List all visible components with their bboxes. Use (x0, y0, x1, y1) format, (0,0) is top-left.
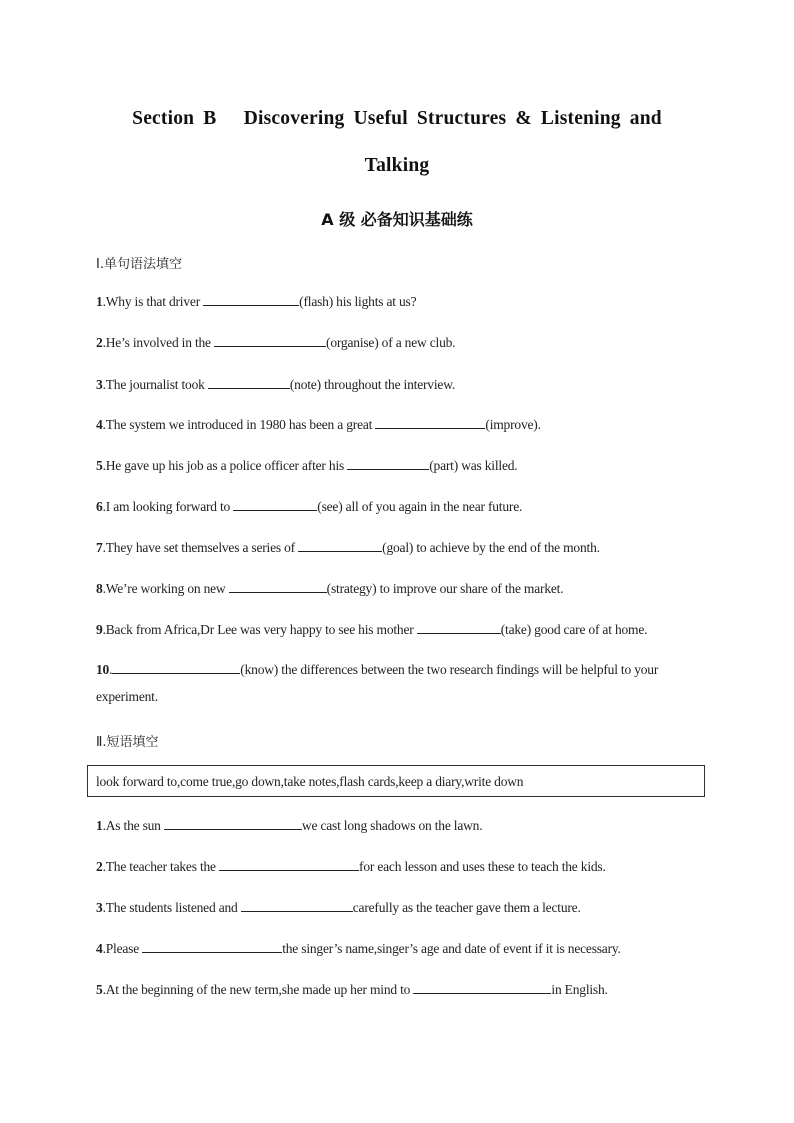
item-number: 3 (96, 377, 103, 392)
page-title-continued: Talking (364, 155, 430, 176)
item-text: for each lesson and uses these to teach the kids. (359, 859, 606, 874)
answer-blank[interactable] (142, 940, 282, 953)
answer-blank[interactable] (417, 621, 501, 634)
item-text: .At the beginning of the new term,she made up her mind to (102, 982, 414, 997)
exercise-item (96, 899, 706, 916)
exercise-item (96, 661, 706, 704)
item-text: .Back from Africa,Dr Lee was very happy to see his mother (102, 622, 417, 637)
item-text: .He’s involved in the (102, 335, 215, 350)
item-text: .The journalist took (102, 377, 208, 392)
item-text: .As the sun (102, 818, 164, 833)
item-text: (know) the differences between the two research findings will be helpful to your (240, 662, 659, 677)
exercise-item (96, 457, 706, 474)
answer-blank[interactable] (208, 376, 290, 389)
item-text: .The students listened and (102, 900, 241, 915)
item-number: 5 (96, 982, 103, 997)
item-text: .The teacher takes the (102, 859, 220, 874)
item-text: (take) good care of at home. (500, 622, 648, 637)
exercise-item (96, 539, 706, 556)
page-title: Section B Discovering Useful Structures & Listening and (132, 108, 662, 129)
exercise-item (96, 416, 706, 433)
item-number: 5 (96, 458, 103, 473)
item-text: we cast long shadows on the lawn. (301, 818, 483, 833)
item-text: . (109, 662, 113, 677)
answer-blank[interactable] (219, 858, 359, 871)
answer-blank[interactable] (203, 293, 299, 306)
answer-blank[interactable] (112, 661, 240, 674)
item-text: carefully as the teacher gave them a lecture. (352, 900, 581, 915)
answer-blank[interactable] (298, 539, 382, 552)
item-text: in English. (551, 982, 608, 997)
item-text: (goal) to achieve by the end of the month. (382, 540, 600, 555)
exercise-item (96, 621, 706, 638)
item-number: 3 (96, 900, 103, 915)
word-bank: look forward to,come true,go down,take notes,flash cards,keep a diary,write down (87, 765, 705, 797)
answer-blank[interactable] (164, 817, 302, 830)
item-text: (organise) of a new club. (326, 335, 456, 350)
section-heading-grammar: Ⅰ.单句语法填空 (96, 257, 182, 272)
answer-blank[interactable] (375, 416, 485, 429)
item-text: .The system we introduced in 1980 has been a great (102, 417, 376, 432)
item-text: (note) throughout the interview. (289, 377, 456, 392)
item-text: the singer’s name,singer’s age and date of event if it is necessary. (282, 941, 621, 956)
item-text-continued: experiment. (96, 689, 158, 704)
item-text: (improve). (485, 417, 541, 432)
item-number: 7 (96, 540, 103, 555)
item-number: 6 (96, 499, 103, 514)
item-number: 2 (96, 335, 103, 350)
exercise-item (96, 858, 706, 875)
exercise-item (96, 981, 706, 998)
exercise-item (96, 498, 706, 515)
item-number: 10 (96, 662, 110, 677)
item-number: 9 (96, 622, 103, 637)
item-number: 4 (96, 417, 103, 432)
exercise-item (96, 334, 706, 351)
item-text: (part) was killed. (429, 458, 518, 473)
answer-blank[interactable] (241, 899, 353, 912)
answer-blank[interactable] (233, 498, 317, 511)
level-heading: A 级 必备知识基础练 (321, 210, 473, 229)
answer-blank[interactable] (413, 981, 551, 994)
exercise-item (96, 376, 706, 393)
item-text: (strategy) to improve our share of the market. (326, 581, 564, 596)
item-text: .They have set themselves a series of (102, 540, 299, 555)
item-text: .Why is that driver (102, 294, 204, 309)
exercise-item (96, 940, 706, 957)
item-number: 2 (96, 859, 103, 874)
item-text: .He gave up his job as a police officer after his (102, 458, 348, 473)
item-text: .We’re working on new (102, 581, 229, 596)
section-heading-phrases: Ⅱ.短语填空 (96, 735, 159, 750)
exercise-item (96, 293, 706, 310)
answer-blank[interactable] (347, 457, 429, 470)
item-number: 1 (96, 818, 103, 833)
exercise-item (96, 817, 706, 834)
exercise-item (96, 580, 706, 597)
item-text: (see) all of you again in the near future. (317, 499, 523, 514)
item-number: 1 (96, 294, 103, 309)
item-text: .Please (102, 941, 143, 956)
item-number: 8 (96, 581, 103, 596)
item-text: .I am looking forward to (102, 499, 234, 514)
item-number: 4 (96, 941, 103, 956)
item-text: (flash) his lights at us? (299, 294, 417, 309)
answer-blank[interactable] (214, 334, 326, 347)
answer-blank[interactable] (229, 580, 327, 593)
